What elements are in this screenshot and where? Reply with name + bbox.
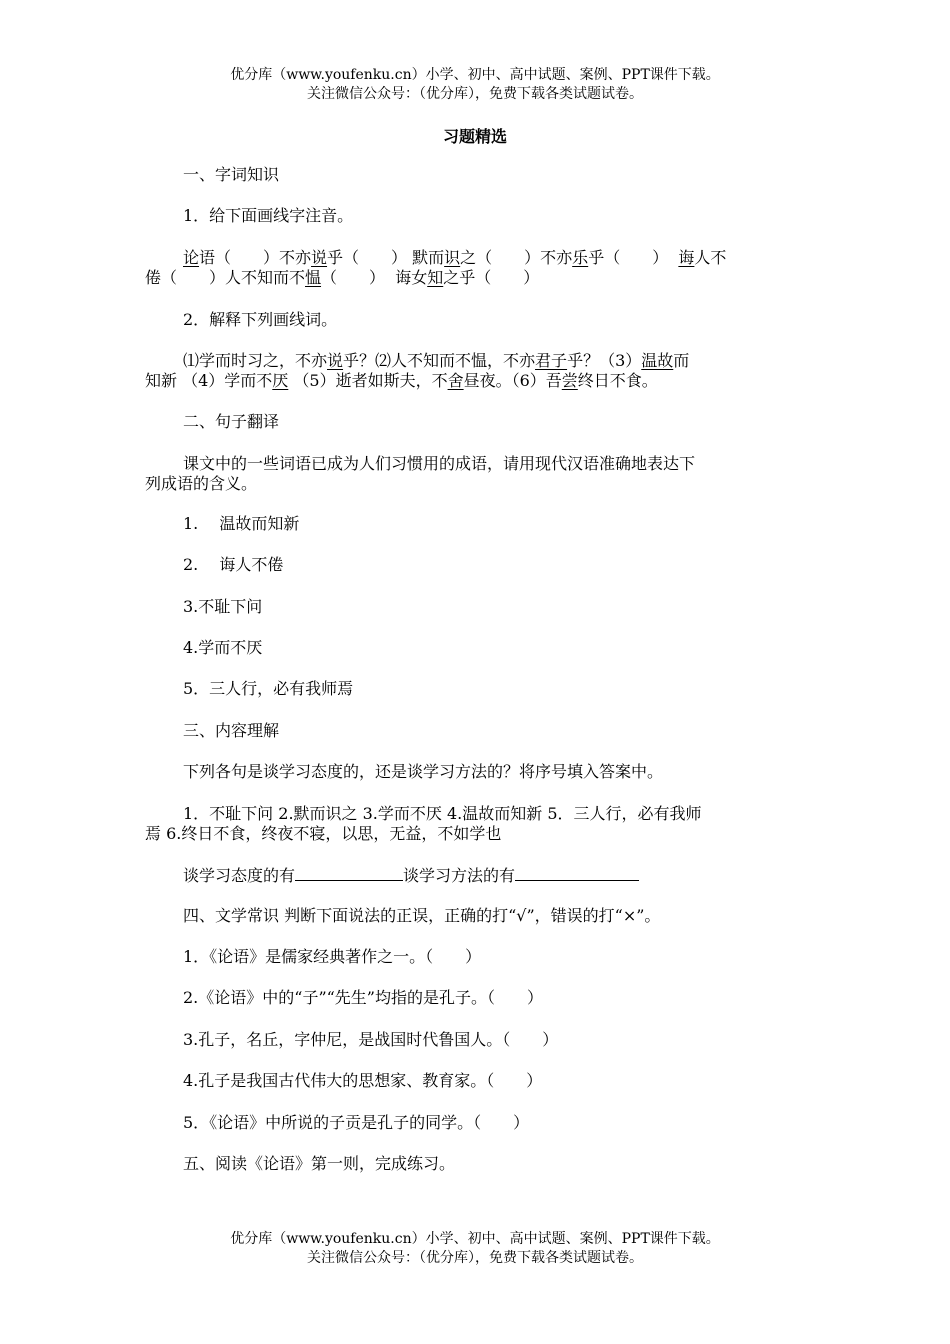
- true-false-item: 3.孔子，名丘，字仲尼，是战国时代鲁国人。（ ）: [183, 1030, 559, 1049]
- page-title: 习题精选: [442, 127, 507, 146]
- text-run: 而: [673, 351, 690, 370]
- text-run: （5）逝者如斯夫，不: [288, 371, 448, 390]
- section-2-intro: [145, 454, 805, 494]
- footer-line-1: 优分库（www.youfenku.cn）小学、初中、高中试题、案例、PPT课件下载。: [230, 1231, 720, 1247]
- underlined-word: 君子: [535, 351, 568, 370]
- text-run: ⑴学而时习之，不亦: [183, 351, 328, 370]
- text-run: 终日不食。: [577, 371, 658, 390]
- underlined-char: 乐: [572, 248, 589, 267]
- true-false-item: 5．《论语》中所说的子贡是孔子的同学。（ ）: [183, 1113, 530, 1132]
- q2-body: [145, 351, 805, 391]
- underlined-char: 识: [444, 248, 461, 267]
- true-false-item: 1．《论语》是儒家经典著作之一。（ ）: [183, 947, 482, 966]
- header-line-2: 关注微信公众号：（优分库），免费下载各类试题试卷。: [307, 86, 643, 102]
- underlined-char: 知: [427, 268, 444, 287]
- intro-line-1: 课文中的一些词语已成为人们习惯用的成语，请用现代汉语准确地表达下: [183, 454, 696, 473]
- section-2-heading: 二、句子翻译: [183, 412, 280, 431]
- underlined-char: 论: [183, 248, 200, 267]
- idiom-item: 5．三人行，必有我师焉: [183, 679, 354, 698]
- section-4-heading: 四、文学常识 判断下面说法的正误，正确的打“√”，错误的打“×”。: [183, 906, 661, 925]
- section-3-prompt: 下列各句是谈学习态度的，还是谈学习方法的？将序号填入答案中。: [183, 762, 664, 781]
- q1-body: [145, 248, 805, 288]
- text-run: 之（ ）不亦: [460, 248, 573, 267]
- underlined-word: 尝: [561, 371, 578, 390]
- text-run: 乎（ ）: [588, 248, 679, 267]
- underlined-word: 温故: [641, 351, 674, 370]
- text-run: 倦（ ）人不知而不: [145, 268, 306, 287]
- text-run: 乎（ ） 默而: [327, 248, 445, 267]
- underlined-word: 说: [327, 351, 344, 370]
- list-line-2: 焉 6.终日不食，终夜不寝，以思，无益，不如学也: [145, 824, 502, 843]
- idiom-item: 3.不耻下问: [183, 597, 263, 616]
- text-run: 人不: [694, 248, 727, 267]
- page-footer: [0, 1230, 950, 1268]
- intro-line-2: 列成语的含义。: [145, 474, 258, 493]
- underlined-char: 愠: [305, 268, 322, 287]
- q2-line-2: [145, 371, 805, 391]
- idiom-item: 4.学而不厌: [183, 638, 263, 657]
- text-run: 知新 （4）学而不: [145, 371, 273, 390]
- underlined-char: 诲: [678, 248, 695, 267]
- q1-line-1: [145, 248, 805, 268]
- text-run: 语（ ）不亦: [199, 248, 312, 267]
- answer-blank-attitude[interactable]: [295, 864, 403, 881]
- text-run: 乎？⑵人不知而不愠，不亦: [343, 351, 536, 370]
- text-run: 乎？（3）: [567, 351, 642, 370]
- q2-prompt: 2．解释下列画线词。: [183, 310, 338, 329]
- section-3-heading: 三、内容理解: [183, 721, 280, 740]
- answer-line: [183, 864, 843, 886]
- q1-prompt: 1．给下面画线字注音。: [183, 206, 354, 225]
- text-run: （ ） 诲女: [321, 268, 428, 287]
- underlined-word: 厌: [272, 371, 289, 390]
- header-line-1: 优分库（www.youfenku.cn）小学、初中、高中试题、案例、PPT课件下载。: [230, 67, 720, 83]
- answer-blank-method[interactable]: [515, 864, 639, 881]
- text-run: 昼夜。（6）吾: [463, 371, 562, 390]
- underlined-word: 舍: [447, 371, 464, 390]
- q1-line-2: [145, 268, 805, 288]
- page-header: [0, 66, 950, 104]
- answer-label-attitude: 谈学习态度的有: [183, 866, 296, 885]
- section-3-list: [145, 804, 805, 844]
- underlined-char: 说: [311, 248, 328, 267]
- list-line-1: 1．不耻下问 2.默而识之 3.学而不厌 4.温故而知新 5．三人行，必有我师: [183, 804, 702, 823]
- answer-label-method: 谈学习方法的有: [403, 866, 516, 885]
- true-false-item: 4.孔子是我国古代伟大的思想家、教育家。（ ）: [183, 1071, 543, 1090]
- section-5-heading: 五、阅读《论语》第一则，完成练习。: [183, 1154, 456, 1173]
- text-run: 之乎（ ）: [443, 268, 540, 287]
- idiom-item: 1. 温故而知新: [183, 514, 300, 533]
- q2-line-1: [145, 351, 805, 371]
- footer-line-2: 关注微信公众号：（优分库），免费下载各类试题试卷。: [307, 1250, 643, 1266]
- true-false-item: 2.《论语》中的“子”“先生”均指的是孔子。（ ）: [183, 988, 543, 1007]
- idiom-item: 2. 诲人不倦: [183, 555, 284, 574]
- section-1-heading: 一、字词知识: [183, 165, 280, 184]
